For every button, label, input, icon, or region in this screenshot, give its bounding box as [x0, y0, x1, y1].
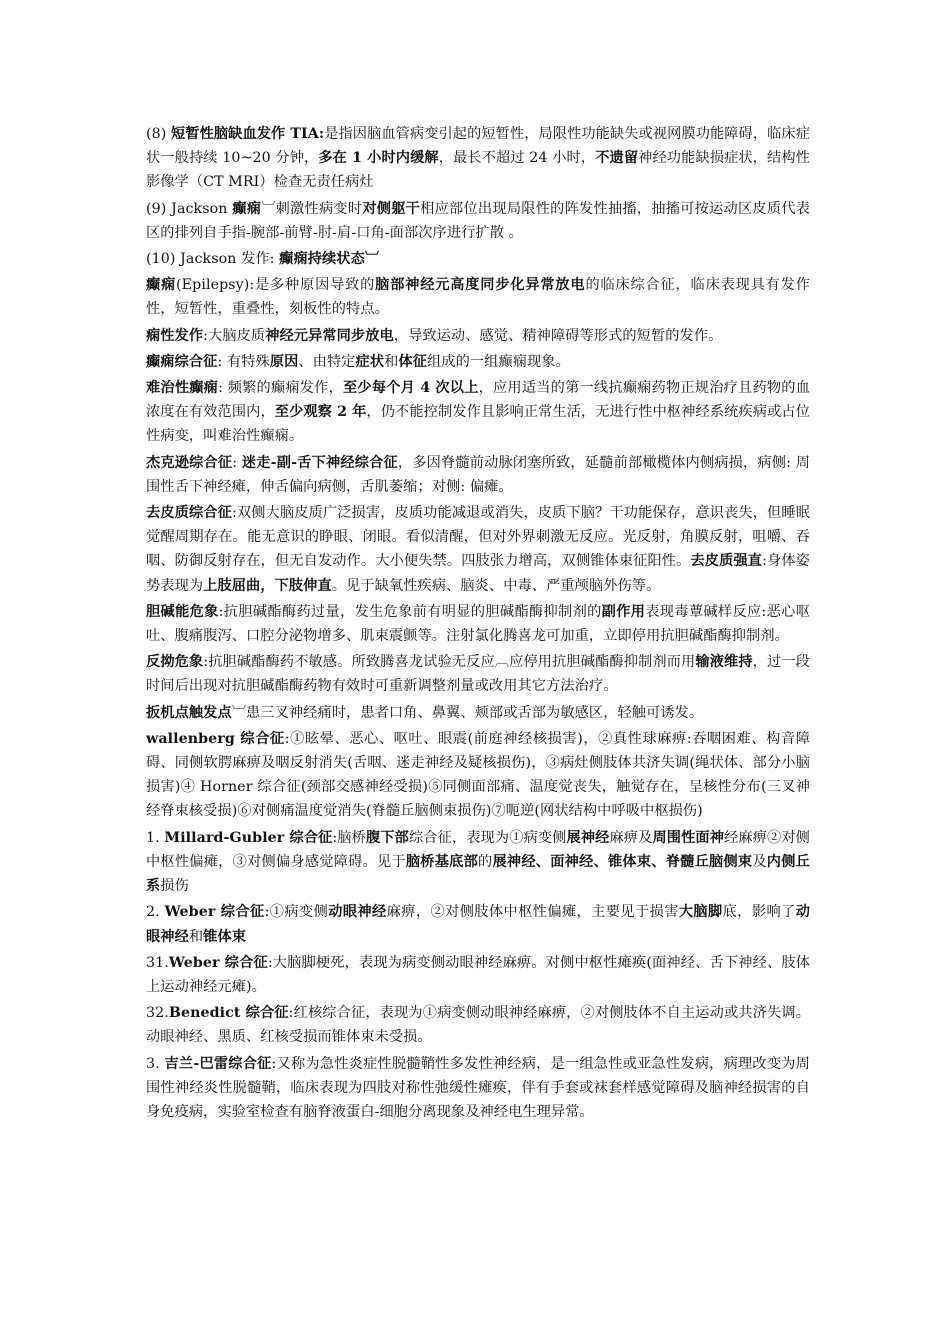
epilepsy-definition — [146, 273, 810, 321]
bold-term: 上肢屈曲，下肢伸直 — [203, 577, 332, 594]
seizure-definition — [146, 324, 810, 348]
bold-term: 癫痫 — [232, 200, 262, 217]
bold-term: 难治性癫痫 — [146, 380, 219, 397]
bold-term: 输液维持 — [695, 654, 753, 671]
bold-term: 体征 — [398, 353, 427, 370]
text-segment: :①病变侧 — [264, 904, 329, 921]
text-segment: 。见于缺氧性疾病、脑炎、中毒、严重颅脑外伤等。 — [331, 577, 661, 594]
text-segment: 综合征，表现为①病变侧 — [408, 829, 567, 846]
text-segment: :身体姿势表现为 — [146, 553, 810, 594]
text-segment: 底，影响了 — [722, 904, 796, 921]
bold-term: 癫痫持续状态︺ — [279, 251, 380, 268]
bold-term: 胆碱能危象 — [146, 603, 219, 620]
text-segment: 组成的一组癫痫现象。 — [427, 353, 570, 370]
jackson-syndrome — [146, 451, 810, 499]
bold-term: 至少观察 2 年 — [274, 404, 367, 421]
text-segment: (9) Jackson — [146, 200, 233, 217]
text-segment: 麻痹，②对侧肢体中枢性偏瘫，主要见于损害 — [386, 904, 679, 921]
bold-term: 去皮质强直 — [690, 553, 763, 570]
bold-term: Millard-Gubler 综合征 — [164, 829, 333, 846]
jackson-seizure-paragraph — [146, 247, 810, 271]
bold-term: 脑桥基底部 — [405, 853, 479, 870]
text-segment: 1. — [146, 829, 165, 846]
text-segment: :大脑脚梗死，表现为病变侧动眼神经麻痹。对侧中枢性瘫痪(面神经、舌下神经、肢体上运动神经元瘫)。 — [146, 954, 810, 995]
epilepsy-syndrome — [146, 350, 810, 374]
text-segment: (10) Jackson 发作: — [146, 251, 280, 268]
text-segment: ，多因脊髓前动脉闭塞所致，延髓前部橄榄体内侧病损，病侧: 周围性舌下神经瘫，伸舌偏向病侧，舌肌萎缩；对侧: 偏瘫。 — [146, 454, 810, 495]
bold-term: 大脑脚 — [678, 904, 723, 921]
text-segment: 31. — [146, 954, 169, 971]
text-segment: :抗胆碱酯酶药不敏感。所致腾喜龙试验无反应︹应停用抗胆碱酯酶抑制剂而用 — [203, 654, 696, 671]
wallenberg-syndrome — [146, 727, 810, 824]
text-segment: :大脑皮质 — [203, 327, 266, 344]
trigger-points — [146, 701, 810, 725]
text-segment: :红核综合征，表现为①病变侧动眼神经麻痹，②对侧肢体不自主运动或共济失调。动眼神经、黑质、红核受损而锥体束未受损。 — [146, 1005, 810, 1046]
bold-term: 多在 1 小时内缓解 — [318, 150, 439, 167]
text-segment: 麻痹及 — [609, 829, 653, 846]
bold-term: 周围性面神 — [652, 829, 725, 846]
text-segment: :又称为急性炎症性脱髓鞘性多发性神经病，是一组急性或亚急性发病，病理改变为周围性神经炎性脱髓鞘，临床表现为四肢对称性弛缓性瘫痪，伴有手套或袜套样感觉障碍及脑神经损害的自身免疫病，实验室检查有脑脊液蛋白-细胞分离现象及神经电生理异常。 — [146, 1055, 810, 1120]
text-segment: (8) — [146, 126, 172, 142]
bold-term: 脑部神经元高度同步化异常放电 — [375, 277, 586, 294]
text-segment: ，应用适当的第一线抗癫痫药物正规治疗且药物的血浓度在有效范围内， — [146, 380, 810, 421]
jackson-epilepsy-paragraph — [146, 197, 810, 245]
text-segment: 经麻痹②对侧中枢性偏瘫，③对侧偏身感觉障碍。见于 — [146, 829, 810, 870]
weber-syndrome — [146, 900, 810, 948]
text-segment: 和 — [384, 353, 399, 370]
bold-term: 反拗危象 — [146, 654, 204, 671]
text-segment: ，仍不能控制发作且影响正常生活，无进行性中枢神经系统疾病或占位性病变，叫难治性癫痫。 — [146, 404, 810, 445]
text-segment: 2. — [146, 904, 165, 921]
text-segment: 神经功能缺损症状，结构性影像学（CT MRI）检查无责任病灶 — [146, 150, 810, 191]
guillain-barre-syndrome — [146, 1052, 810, 1125]
text-segment: :双侧大脑皮质广泛损害，皮质功能减退或消失，皮质下脑？干功能保存，意识丧失，但睡眠觉醒周期存在。能无意识的睁眼、闭眼。看似清醒，但对外界刺激无反应。光反射，角膜反射，咀嚼、吞咽、防御反射存在，但无自发动作。大小便失禁。四肢张力增高，双侧锥体束征阳性。 — [146, 505, 810, 570]
bold-term: 动眼神经 — [328, 904, 387, 921]
bold-term: Weber 综合征 — [168, 954, 268, 971]
refractory-epilepsy — [146, 376, 810, 449]
text-segment: ︺患三叉神经痛时，患者口角、鼻翼、颊部或舌部为敏感区，轻触可诱发。 — [231, 704, 704, 721]
bold-term: 癫痫综合征 — [146, 353, 218, 370]
bold-term: Weber 综合征 — [164, 904, 265, 921]
bold-term: 短暂性脑缺血发作 TIA: — [171, 126, 325, 142]
bold-term: 癫痫 — [146, 277, 177, 294]
text-segment: 损伤 — [160, 878, 189, 895]
text-segment: : — [232, 454, 242, 471]
bold-term: 扳机点触发点 — [146, 704, 232, 721]
bold-term: 展神经、面神经、锥体束、脊髓丘脑侧束 — [492, 853, 753, 870]
bold-term: Benedict 综合征 — [168, 1005, 289, 1022]
text-segment: 32. — [146, 1005, 169, 1022]
bold-term: 至少每个月 4 次以上 — [343, 380, 479, 397]
bold-term: 不遗留 — [595, 150, 639, 167]
bold-term: 迷走-副-舌下神经综合征 — [241, 454, 398, 471]
bold-term: 展神经 — [566, 829, 610, 846]
text-segment: ，过一段时间后出现对抗胆碱酯酶药物有效时可重新调整剂量或改用其它方法治疗。 — [146, 654, 810, 695]
text-segment: 相应部位出现局限性的阵发性抽搐，抽搐可按运动区皮质代表区的排列自手指-腕部-前臂-肘-肩-口角-面部次序进行扩散 。 — [146, 200, 811, 241]
decorticate-syndrome — [146, 501, 810, 598]
document-body — [146, 122, 810, 1126]
brittle-crisis — [146, 650, 810, 698]
text-segment: : 有特殊 — [217, 353, 270, 370]
text-segment: 、由特定 — [298, 353, 356, 370]
text-segment: :抗胆碱酯酶药过量，发生危象前有明显的胆碱酯酶抑制剂的 — [218, 603, 602, 620]
text-segment: 表现毒蕈碱样反应:恶心呕吐、腹痛腹泻、口腔分泌物增多、肌束震颤等。注射氯化腾喜龙可加重，立即停用抗胆碱酯酶抑制剂。 — [146, 603, 811, 645]
weber-syndrome-31 — [146, 951, 810, 999]
bold-term: 杰克逊综合征 — [146, 454, 233, 471]
text-segment: 的临床综合征，临床表现具有发作性，短暂性，重叠性，刻板性的特点。 — [146, 277, 810, 318]
text-segment: : 频繁的癫痫发作， — [218, 380, 343, 397]
bold-term: 原因 — [269, 353, 299, 370]
benedict-syndrome — [146, 1001, 810, 1049]
text-segment: 和 — [188, 928, 204, 945]
bold-term: 副作用 — [601, 603, 646, 620]
bold-term: 腹下部 — [365, 829, 409, 846]
text-segment: 3. — [146, 1055, 165, 1072]
text-segment: :①眩晕、恶心、呕吐、眼震(前庭神经核损害)，②真性球麻痹:吞咽困难、构音障碍、同侧软腭麻痹及咽反射消失(舌咽、迷走神经及疑核损伤)，③病灶侧肢体共济失调(绳状体、部分小脑损害)④ Horner 综合征(颈部交感神经受损)⑤同侧面部痛、温度觉丧失，触觉存在，呈核性分布(三叉神经脊束核受损)⑥对侧痛温度觉消失(脊髓丘脑侧束损伤)⑦呃逆(网状结构中呼吸中枢损伤) — [146, 730, 810, 820]
bold-term: 内侧丘系 — [146, 853, 810, 895]
text-segment: ，导致运动、感觉、精神障碍等形式的短暂的发作。 — [393, 327, 723, 344]
tia-paragraph — [146, 122, 810, 195]
bold-term: 神经元异常同步放电 — [265, 327, 394, 344]
bold-term: 症状 — [355, 353, 385, 370]
text-segment: ，最长不超过 24 小时， — [438, 150, 596, 167]
text-segment: 的 — [478, 853, 493, 870]
text-segment: 是指因脑血管病变引起的短暂性，局限性功能缺失或视网膜功能障碍，临床症状一般持续 10~20 分钟， — [146, 126, 810, 167]
cholinergic-crisis — [146, 600, 810, 648]
text-segment: 及 — [752, 853, 767, 870]
bold-term: 吉兰-巴雷综合征 — [164, 1055, 272, 1072]
bold-term: 去皮质综合征 — [146, 505, 232, 522]
bold-term: 锥体束 — [203, 928, 247, 945]
text-segment: (Epilepsy):是多种原因导致的 — [176, 277, 376, 294]
bold-term: wallenberg 综合征 — [146, 730, 285, 747]
millard-gubler-syndrome — [146, 826, 810, 899]
text-segment: ︺刺激性病变时 — [261, 200, 363, 217]
text-segment: :脑桥 — [332, 829, 366, 846]
bold-term: 痫性发作 — [146, 327, 204, 344]
bold-term: 对侧躯干 — [362, 200, 421, 217]
bold-term: 动眼神经 — [146, 904, 810, 945]
